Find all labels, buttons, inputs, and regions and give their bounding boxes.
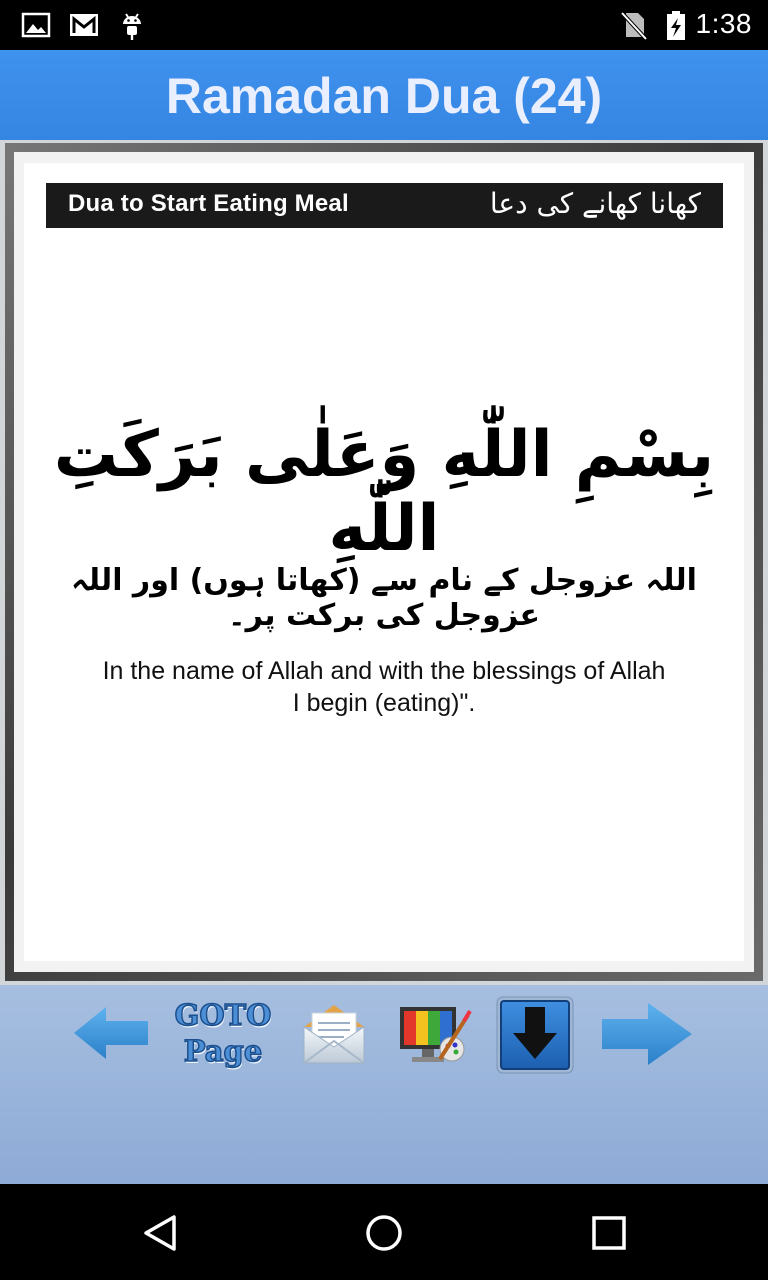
gmail-notification-icon — [68, 9, 100, 41]
dua-page — [24, 163, 744, 961]
goto-label: GOTO — [174, 998, 272, 1032]
status-time: 1:38 — [695, 8, 752, 39]
no-sim-icon — [618, 9, 650, 41]
previous-arrow-icon[interactable] — [70, 1003, 152, 1063]
english-line-2: I begin (eating)". — [292, 689, 476, 717]
download-icon[interactable] — [495, 995, 575, 1075]
share-email-icon[interactable] — [300, 1001, 368, 1067]
dua-english-translation — [24, 655, 744, 719]
dua-title-english: Dua to Start Eating Meal — [68, 190, 349, 217]
page-title: Ramadan Dua (24) — [165, 68, 603, 124]
dua-title-urdu: کھانا کھانے کی دعا — [489, 187, 701, 220]
app-title-bar — [0, 50, 768, 140]
dua-header-bar — [46, 183, 723, 228]
bottom-toolbar — [0, 985, 768, 1184]
system-nav-bar — [0, 1184, 768, 1280]
home-icon[interactable] — [363, 1212, 405, 1254]
theme-paint-icon[interactable] — [394, 1001, 474, 1067]
back-icon[interactable] — [140, 1212, 182, 1254]
android-debug-icon — [116, 9, 148, 41]
goto-page-button[interactable] — [168, 997, 278, 1069]
image-notification-icon — [20, 9, 52, 41]
status-bar — [0, 0, 768, 50]
battery-charging-icon — [660, 9, 692, 41]
recents-icon[interactable] — [588, 1212, 630, 1254]
next-arrow-icon[interactable] — [598, 999, 696, 1069]
english-line-1: In the name of Allah and with the blessings of Allah — [102, 657, 666, 685]
dua-urdu-translation: اللہ عزوجل کے نام سے (کھاتا ہوں) اور اللہ عزوجل کی برکت پر۔ — [71, 563, 697, 633]
page-label: Page — [183, 1034, 263, 1068]
dua-arabic-text: بِسْمِ اللّٰهِ وَعَلٰی بَرَكَتِ اللّٰهِ — [53, 418, 715, 566]
